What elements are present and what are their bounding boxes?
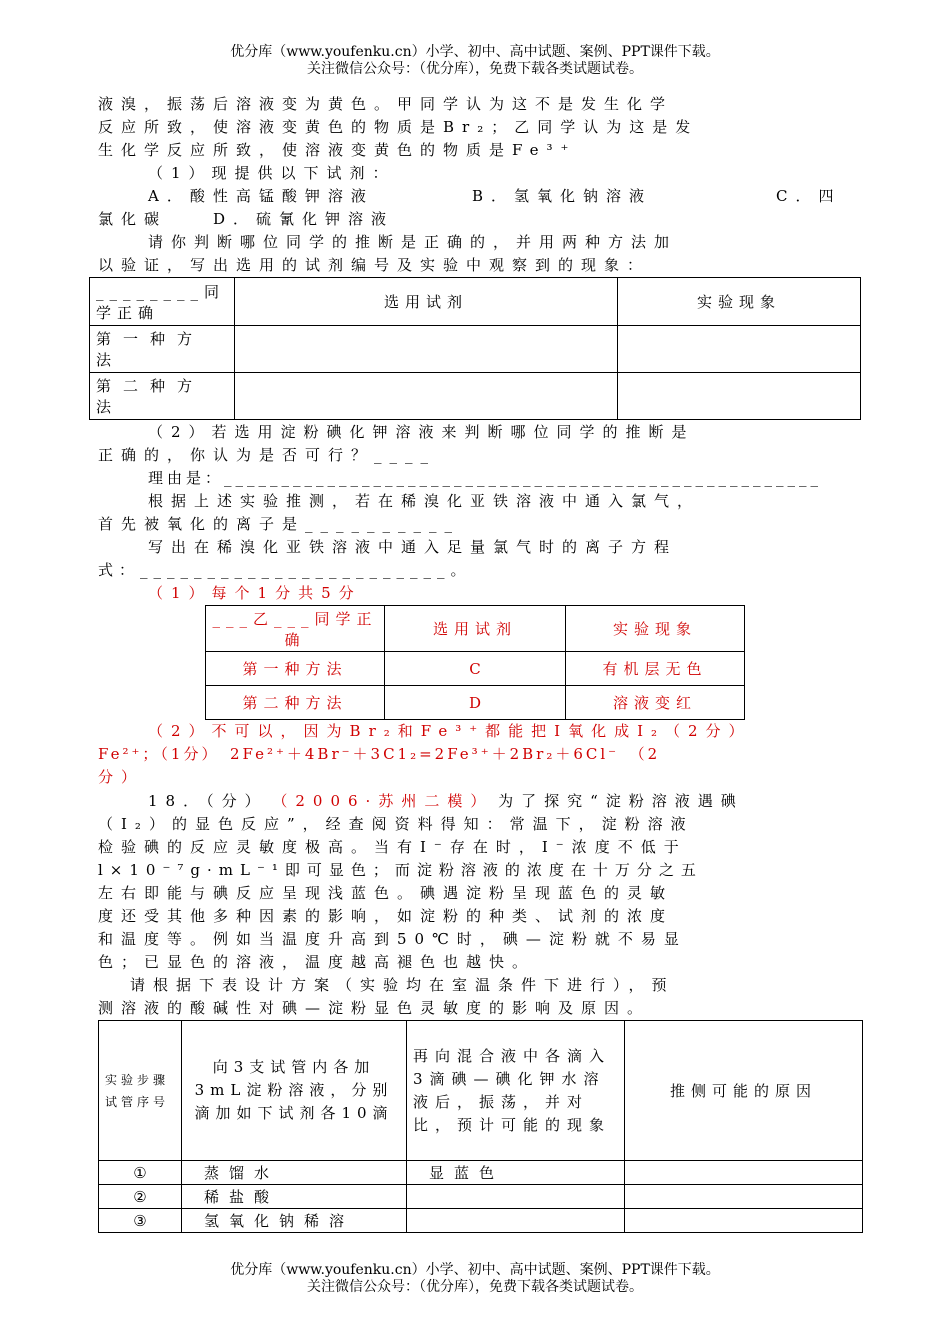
text-line: 色；已显色的溶液，温度越高褪色也越快。	[98, 953, 536, 971]
table-cell	[625, 1209, 863, 1233]
answer-head-cell: 选用试剂	[385, 606, 566, 652]
table-cell: 第一种方法	[90, 326, 235, 373]
text-line: （2）若选用淀粉碘化钾溶液来判断哪位同学的推断是	[148, 423, 695, 441]
table-cell: ③	[99, 1209, 182, 1233]
text-line: 液溴，振荡后溶液变为黄色。甲同学认为这不是发生化学	[98, 95, 674, 113]
table-head-cell: 推侧可能的原因	[625, 1021, 863, 1161]
table-head-cell: 选用试剂	[235, 278, 618, 326]
answer-head-cell: 实验现象	[566, 606, 745, 652]
answer-table-blank	[89, 277, 861, 420]
table-cell: 显蓝色	[407, 1161, 625, 1185]
question-number: 18．（分）	[148, 792, 268, 810]
table-head-cell: 实验现象	[618, 278, 861, 326]
text-line: 根据上述实验推测，若在稀溴化亚铁溶液中通入氯气，	[148, 492, 701, 510]
experiment-table	[98, 1020, 863, 1233]
text-line: 以验证，写出选用的试剂编号及实验中观察到的现象：	[98, 256, 651, 274]
text-line: 反应所致，使溶液变黄色的物质是Br₂；乙同学认为这是发	[98, 118, 699, 136]
answer-text: （2）不可以，因为Br₂和Fe³⁺都能把I氧化成I₂（2分）	[148, 722, 752, 740]
option-c: C．四	[776, 187, 842, 205]
question-18-line	[148, 790, 864, 813]
table-cell: 蒸馏水	[182, 1161, 407, 1185]
table-head-cell: 再向混合液中各滴入3滴碘—碘化钾水溶液后，振荡，并对比，预计可能的现象	[407, 1021, 625, 1161]
answer-cell: 第二种方法	[206, 686, 385, 720]
answer-text: Fe²⁺；（1分） 2Fe²⁺＋4Br⁻＋3C1₂=2Fe³⁺＋2Br₂＋6Cl⁻ （2	[98, 745, 661, 763]
text-line: （1）现提供以下试剂：	[148, 164, 396, 182]
text-line: 正确的，你认为是否可行？____	[98, 446, 437, 464]
text-line: 请根据下表设计方案（实验均在室温条件下进行），预	[130, 976, 675, 994]
text-line: l×10⁻⁷g·mL⁻¹即可显色；而淀粉溶液的浓度在十万分之五	[98, 861, 703, 879]
question-text: 为了探究“淀粉溶液遇碘	[498, 792, 744, 810]
table-cell: 氢氧化钠稀溶	[182, 1209, 407, 1233]
table-cell	[618, 326, 861, 373]
table-head-cell: 实验步骤试管序号	[99, 1021, 182, 1161]
answer-table	[205, 605, 745, 720]
table-cell: ①	[99, 1161, 182, 1185]
table-cell	[625, 1161, 863, 1185]
table-cell: ②	[99, 1185, 182, 1209]
answer-cell: C	[385, 652, 566, 686]
text-line: 式：_______________________。	[98, 561, 472, 579]
table-cell	[407, 1185, 625, 1209]
table-cell: 稀盐酸	[182, 1185, 407, 1209]
question-source: （2006·苏州二模）	[272, 792, 494, 810]
table-cell	[407, 1209, 625, 1233]
answer-cell: 溶液变红	[566, 686, 745, 720]
answer-cell: D	[385, 686, 566, 720]
footer-line-2: 关注微信公众号：（优分库），免费下载各类试题试卷。	[307, 1279, 643, 1295]
table-head-cell: ________同学正确	[90, 278, 235, 326]
table-cell: 第二种方法	[90, 373, 235, 420]
text-line: 检验碘的反应灵敏度极高。当有I⁻存在时，I⁻浓度不低于	[98, 838, 687, 856]
option-a: A．酸性高锰酸钾溶液	[148, 187, 374, 205]
table-cell	[235, 373, 618, 420]
answer-cell: 第一种方法	[206, 652, 385, 686]
header-line-1: 优分库（www.youfenku.cn）小学、初中、高中试题、案例、PPT课件下载。	[230, 44, 720, 60]
header-line-2: 关注微信公众号：（优分库），免费下载各类试题试卷。	[307, 61, 643, 77]
answer-head-cell: ___乙___同学正确	[206, 606, 385, 652]
text-line: 测溶液的酸碱性对碘—淀粉显色灵敏度的影响及原因。	[98, 999, 651, 1017]
text-line: 氯化碳 D．硫氰化钾溶液	[98, 210, 395, 228]
text-line: 和温度等。例如当温度升高到50℃时，碘—淀粉就不易显	[98, 930, 687, 948]
text-line: 首先被氧化的离子是__________	[98, 515, 461, 533]
text-line: （I₂）的显色反应”，经查阅资料得知：常温下，淀粉溶液	[98, 815, 694, 833]
table-cell	[618, 373, 861, 420]
answer-text: 分）	[98, 768, 145, 786]
option-b: B．氢氧化钠溶液	[472, 187, 653, 205]
footer-line-1: 优分库（www.youfenku.cn）小学、初中、高中试题、案例、PPT课件下载。	[230, 1262, 720, 1278]
answer-cell: 有机层无色	[566, 652, 745, 686]
answer-text: （1）每个1分共5分	[148, 584, 362, 602]
text-line: 请你判断哪位同学的推断是正确的，并用两种方法加	[148, 233, 678, 251]
text-line: 生化学反应所致，使溶液变黄色的物质是Fe³⁺	[98, 141, 577, 159]
table-cell	[235, 326, 618, 373]
text-line: 理由是：____________________________________________________	[148, 469, 823, 487]
text-line: 度还受其他多种因素的影响，如淀粉的种类、试剂的浓度	[98, 907, 674, 925]
table-head-cell: 向3支试管内各加3mL淀粉溶液，分别滴加如下试剂各10滴	[182, 1021, 407, 1161]
text-line: 写出在稀溴化亚铁溶液中通入足量氯气时的离子方程	[148, 538, 678, 556]
text-line: 左右即能与碘反应呈现浅蓝色。碘遇淀粉呈现蓝色的灵敏	[98, 884, 674, 902]
table-cell	[625, 1185, 863, 1209]
